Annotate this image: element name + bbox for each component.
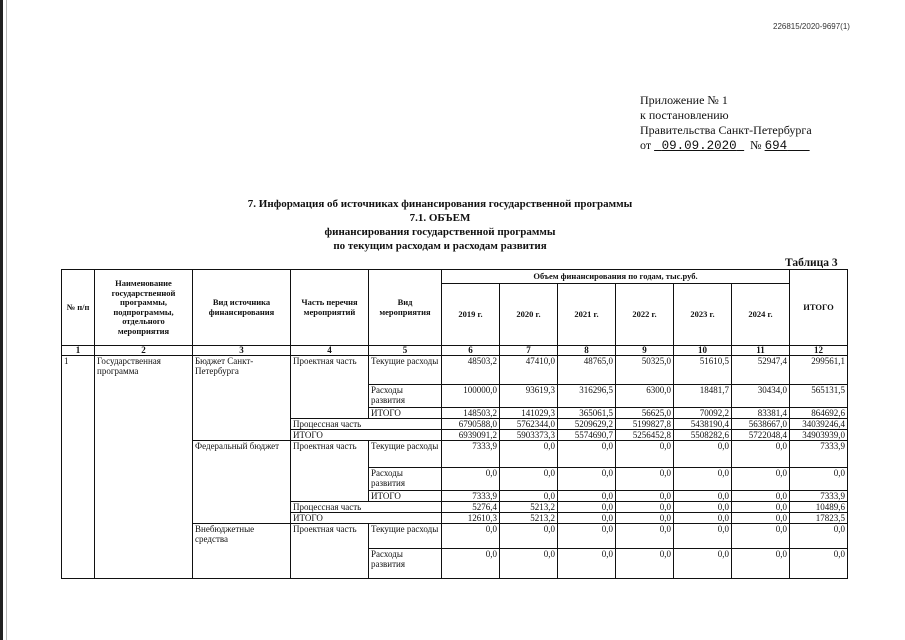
value-cell: 0,0 xyxy=(442,524,500,549)
value-cell: 5199827,8 xyxy=(616,419,674,430)
col-number: 10 xyxy=(674,346,732,356)
value-cell: 0,0 xyxy=(616,524,674,549)
value-cell: 0,0 xyxy=(732,441,790,468)
col-number: 3 xyxy=(193,346,291,356)
value-cell: 100000,0 xyxy=(442,385,500,408)
value-cell: 52947,4 xyxy=(732,356,790,385)
value-cell: 5762344,0 xyxy=(500,419,558,430)
header-name: Наименование государственной программы, подпрограммы, отдельного мероприятия xyxy=(95,270,193,346)
value-cell: 7333,9 xyxy=(790,491,848,502)
value-cell: 34039246,4 xyxy=(790,419,848,430)
title-line-3: финансирования государственной программы xyxy=(324,226,556,238)
process-part: Процессная часть xyxy=(291,502,442,513)
header-year: 2020 г. xyxy=(500,284,558,346)
col-number: 12 xyxy=(790,346,848,356)
value-cell: 18481,7 xyxy=(674,385,732,408)
source-budget-spb: Бюджет Санкт-Петербурга xyxy=(193,356,291,441)
value-cell: 7333,9 xyxy=(442,441,500,468)
kind-total: ИТОГО xyxy=(369,491,442,502)
value-cell: 0,0 xyxy=(732,491,790,502)
source-extra-budget: Внебюджетные средства xyxy=(193,524,291,579)
value-cell: 5903373,3 xyxy=(500,430,558,441)
value-cell: 10489,6 xyxy=(790,502,848,513)
value-cell: 5508282,6 xyxy=(674,430,732,441)
value-cell: 51610,5 xyxy=(674,356,732,385)
title-line-4: по текущим расходам и расходам развития xyxy=(333,240,547,252)
col-number: 9 xyxy=(616,346,674,356)
value-cell: 0,0 xyxy=(674,491,732,502)
header-volume: Объем финансирования по годам, тыс.руб. xyxy=(442,270,790,284)
kind-development: Расходы развития xyxy=(369,385,442,408)
value-cell: 12610,3 xyxy=(442,513,500,524)
value-cell: 93619,3 xyxy=(500,385,558,408)
value-cell: 5256452,8 xyxy=(616,430,674,441)
value-cell: 0,0 xyxy=(616,502,674,513)
project-part: Проектная часть xyxy=(291,356,369,419)
header-total: ИТОГО xyxy=(790,270,848,346)
value-cell: 0,0 xyxy=(790,524,848,549)
value-cell: 48503,2 xyxy=(442,356,500,385)
appendix-line-3: Правительства Санкт-Петербурга xyxy=(640,123,812,137)
col-number: 4 xyxy=(291,346,369,356)
value-cell: 34903939,0 xyxy=(790,430,848,441)
kind-development: Расходы развития xyxy=(369,468,442,491)
header-kind: Вид мероприятия xyxy=(369,270,442,346)
col-number: 1 xyxy=(62,346,95,356)
value-cell: 5722048,4 xyxy=(732,430,790,441)
value-cell: 864692,6 xyxy=(790,408,848,419)
value-cell: 50325,0 xyxy=(616,356,674,385)
row-number: 1 xyxy=(62,356,95,579)
col-number: 8 xyxy=(558,346,616,356)
value-cell: 6790588,0 xyxy=(442,419,500,430)
value-cell: 70092,2 xyxy=(674,408,732,419)
value-cell: 0,0 xyxy=(674,524,732,549)
scan-edge xyxy=(0,0,3,640)
value-cell: 0,0 xyxy=(500,441,558,468)
appendix-line-4 xyxy=(640,138,812,154)
project-part: Проектная часть xyxy=(291,441,369,502)
header-part: Часть перечня мероприятий xyxy=(291,270,369,346)
value-cell: 83381,4 xyxy=(732,408,790,419)
source-federal: Федеральный бюджет xyxy=(193,441,291,524)
value-cell: 0,0 xyxy=(674,468,732,491)
value-cell: 0,0 xyxy=(616,549,674,579)
kind-current: Текущие расходы xyxy=(369,441,442,468)
value-cell: 299561,1 xyxy=(790,356,848,385)
value-cell: 5213,2 xyxy=(500,513,558,524)
header-source: Вид источника финансирования xyxy=(193,270,291,346)
col-number: 5 xyxy=(369,346,442,356)
value-cell: 0,0 xyxy=(616,468,674,491)
document-title xyxy=(230,197,650,253)
value-cell: 47410,0 xyxy=(500,356,558,385)
header-year: 2019 г. xyxy=(442,284,500,346)
appendix-line-1: Приложение № 1 xyxy=(640,93,728,107)
value-cell: 48765,0 xyxy=(558,356,616,385)
value-cell: 0,0 xyxy=(442,549,500,579)
table-label: Таблица 3 xyxy=(785,257,838,269)
col-number: 11 xyxy=(732,346,790,356)
value-cell: 0,0 xyxy=(558,491,616,502)
value-cell: 0,0 xyxy=(558,441,616,468)
kind-current: Текущие расходы xyxy=(369,356,442,385)
col-number: 7 xyxy=(500,346,558,356)
value-cell: 5276,4 xyxy=(442,502,500,513)
project-part: Проектная часть xyxy=(291,524,369,579)
value-cell: 141029,3 xyxy=(500,408,558,419)
title-line-1: 7. Информация об источниках финансирования государственной программы xyxy=(247,198,633,210)
value-cell: 5209629,2 xyxy=(558,419,616,430)
value-cell: 5213,2 xyxy=(500,502,558,513)
header-year: 2022 г. xyxy=(616,284,674,346)
value-cell: 5574690,7 xyxy=(558,430,616,441)
scan-edge-line xyxy=(6,0,7,640)
value-cell: 6300,0 xyxy=(616,385,674,408)
value-cell: 0,0 xyxy=(558,549,616,579)
appendix-block xyxy=(640,93,812,154)
header-year: 2021 г. xyxy=(558,284,616,346)
value-cell: 56625,0 xyxy=(616,408,674,419)
value-cell: 0,0 xyxy=(674,502,732,513)
value-cell: 0,0 xyxy=(732,549,790,579)
header-num: № п/п xyxy=(62,270,95,346)
value-cell: 316296,5 xyxy=(558,385,616,408)
value-cell: 565131,5 xyxy=(790,385,848,408)
value-cell: 0,0 xyxy=(790,468,848,491)
value-cell: 365061,5 xyxy=(558,408,616,419)
header-year: 2023 г. xyxy=(674,284,732,346)
value-cell: 0,0 xyxy=(616,491,674,502)
value-cell: 5438190,4 xyxy=(674,419,732,430)
value-cell: 17823,5 xyxy=(790,513,848,524)
value-cell: 0,0 xyxy=(616,441,674,468)
number-label: № xyxy=(750,138,762,152)
kind-total: ИТОГО xyxy=(369,408,442,419)
value-cell: 0,0 xyxy=(558,468,616,491)
document-id: 226815/2020-9697(1) xyxy=(773,22,850,31)
process-part: Процессная часть xyxy=(291,419,442,430)
decree-date: 09.09.2020 xyxy=(661,139,737,153)
col-number: 2 xyxy=(95,346,193,356)
value-cell: 0,0 xyxy=(674,549,732,579)
value-cell: 0,0 xyxy=(732,502,790,513)
value-cell: 0,0 xyxy=(500,468,558,491)
value-cell: 7333,9 xyxy=(790,441,848,468)
value-cell: 0,0 xyxy=(732,524,790,549)
financing-table xyxy=(61,269,848,579)
value-cell: 0,0 xyxy=(616,513,674,524)
value-cell: 148503,2 xyxy=(442,408,500,419)
value-cell: 30434,0 xyxy=(732,385,790,408)
value-cell: 0,0 xyxy=(500,549,558,579)
col-number: 6 xyxy=(442,346,500,356)
value-cell: 6939091,2 xyxy=(442,430,500,441)
decree-number: 694 xyxy=(764,139,788,153)
source-total: ИТОГО xyxy=(291,513,442,524)
value-cell: 0,0 xyxy=(732,513,790,524)
value-cell: 0,0 xyxy=(558,513,616,524)
value-cell: 0,0 xyxy=(674,513,732,524)
value-cell: 0,0 xyxy=(674,441,732,468)
table-row xyxy=(62,356,848,385)
value-cell: 0,0 xyxy=(442,468,500,491)
value-cell: 0,0 xyxy=(500,491,558,502)
value-cell: 0,0 xyxy=(558,524,616,549)
value-cell: 0,0 xyxy=(500,524,558,549)
appendix-line-2: к постановлению xyxy=(640,108,729,122)
kind-current: Текущие расходы xyxy=(369,524,442,549)
value-cell: 7333,9 xyxy=(442,491,500,502)
value-cell: 0,0 xyxy=(558,502,616,513)
column-numbers-row xyxy=(62,346,848,356)
value-cell: 5638667,0 xyxy=(732,419,790,430)
value-cell: 0,0 xyxy=(790,549,848,579)
header-year: 2024 г. xyxy=(732,284,790,346)
kind-development: Расходы развития xyxy=(369,549,442,579)
source-total: ИТОГО xyxy=(291,430,442,441)
program-name: Государственная программа xyxy=(95,356,193,579)
value-cell: 0,0 xyxy=(732,468,790,491)
title-line-2: 7.1. ОБЪЕМ xyxy=(409,212,471,224)
from-label: от xyxy=(640,138,652,152)
